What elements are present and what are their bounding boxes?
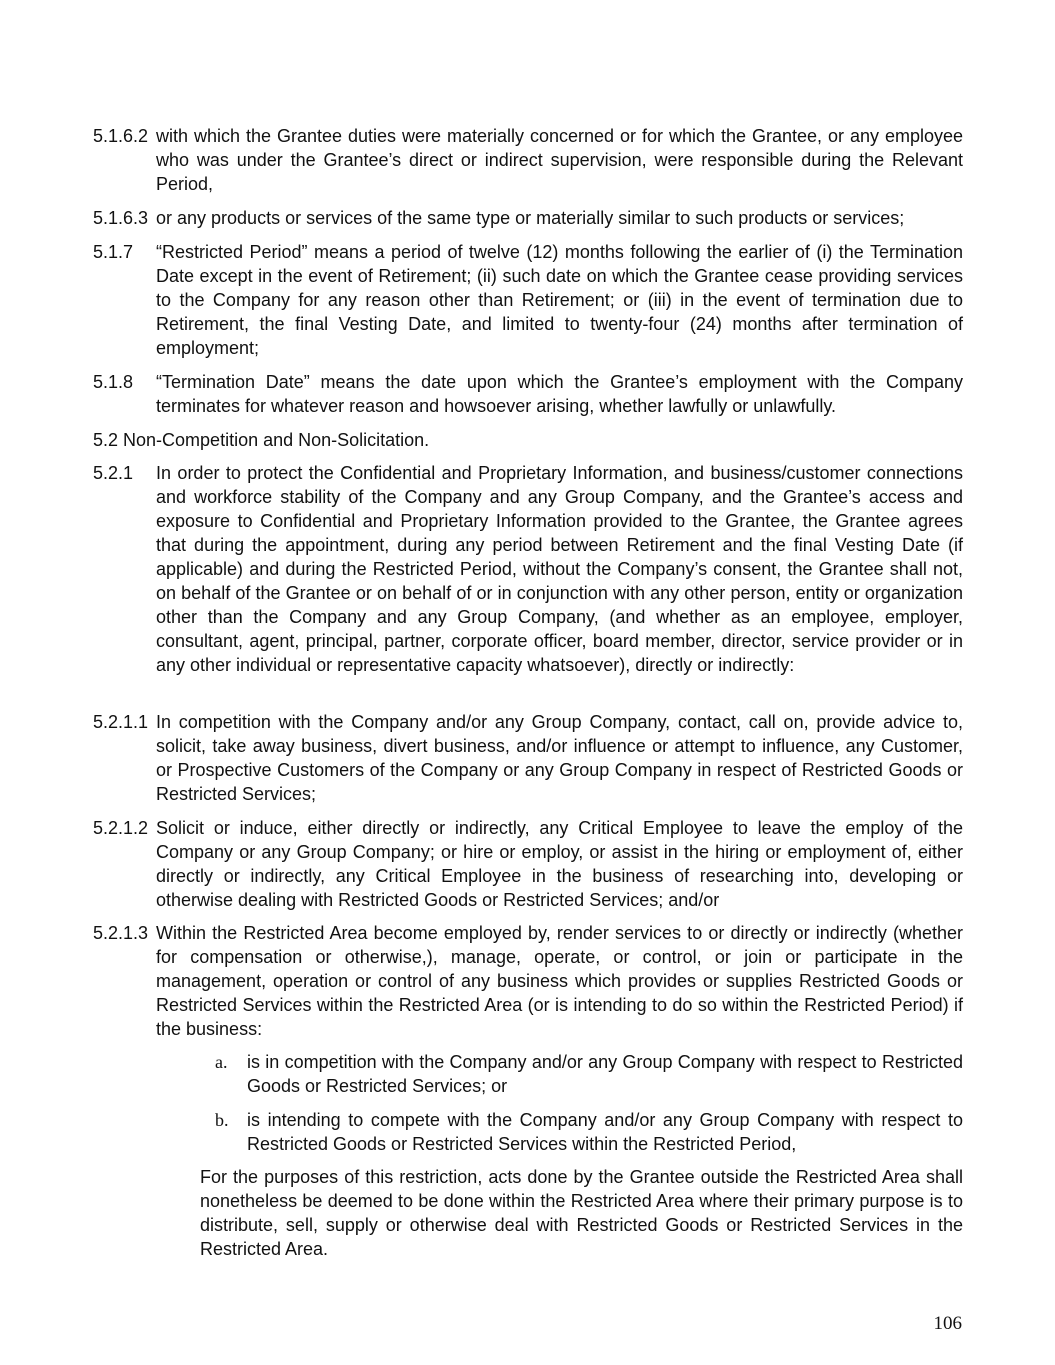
clause-number: 5.1.6.3 bbox=[93, 208, 149, 228]
clause-5-2-1-1 bbox=[93, 710, 963, 806]
clause-text: In competition with the Company and/or any Group Company, contact, call on, provide advice to, solicit, take away business, divert business, and/or influence or attempt to influence, any Customer, or Prospective Customers of the Company or any Group Company in respect of Restricted Goods or Restricted Services; bbox=[156, 712, 963, 804]
clause-number: 5.2.1 bbox=[93, 463, 134, 483]
closing-note: For the purposes of this restriction, acts done by the Grantee outside the Restricted Area shall nonetheless be deemed to be done within the Restricted Area where their primary purpose is to distribute, sell, supply or otherwise deal with Restricted Goods or Restricted Services in the Restricted Area. bbox=[200, 1167, 963, 1259]
clause-number: 5.2.1.1 bbox=[93, 712, 149, 732]
clause-5-2-1-2 bbox=[93, 816, 963, 912]
clause-number: 5.2.1.3 bbox=[93, 923, 149, 943]
clause-number: 5.2.1.2 bbox=[93, 818, 149, 838]
clause-text: “Restricted Period” means a period of twelve (12) months following the earlier of (i) the Termination Date except in the event of Retirement; (ii) such date on which the Grantee cease providing services to the Company for any reason other than Retirement; or (iii) in the event of termination due to Retirement, the final Vesting Date, and limited to twenty-four (24) months after termination of employment; bbox=[156, 242, 963, 358]
clause-text: or any products or services of the same type or materially similar to such products or services; bbox=[156, 208, 905, 228]
subitem-letter: b. bbox=[215, 1110, 229, 1130]
subitem-a bbox=[215, 1050, 963, 1098]
subitem-letter: a. bbox=[215, 1052, 228, 1072]
clause-text: Solicit or induce, either directly or indirectly, any Critical Employee to leave the employ of the Company or any Group Company; or hire or employ, or assist in the hiring or employment of, either directly or indirectly, any Critical Employee in the business of researching into, developing or otherwise dealing with Restricted Goods or Restricted Services; and/or bbox=[156, 818, 963, 910]
section-heading: 5.2 Non-Competition and Non-Solicitation. bbox=[93, 430, 430, 450]
subitem-b bbox=[215, 1108, 963, 1156]
page-number: 106 bbox=[933, 1313, 962, 1334]
clause-number: 5.1.7 bbox=[93, 242, 134, 262]
clause-5-2-1 bbox=[93, 461, 963, 677]
clause-text: with which the Grantee duties were materially concerned or for which the Grantee, or any employee who was under the Grantee’s direct or indirect supervision, were responsible during the Relevant Period, bbox=[156, 126, 963, 194]
clause-number: 5.1.6.2 bbox=[93, 126, 149, 146]
clause-5-1-7 bbox=[93, 240, 963, 360]
clause-5-1-6-2 bbox=[93, 124, 963, 196]
clause-5-2-1-3 bbox=[93, 921, 963, 1041]
clause-text: “Termination Date” means the date upon which the Grantee’s employment with the Company terminates for whatever reason and howsoever arising, whether lawfully or unlawfully. bbox=[156, 372, 963, 416]
clause-5-1-6-3 bbox=[93, 206, 963, 230]
subitem-text: is in competition with the Company and/or any Group Company with respect to Restricted Goods or Restricted Services; or bbox=[247, 1052, 963, 1096]
subitem-text: is intending to compete with the Company and/or any Group Company with respect to Restricted Goods or Restricted Services within the Restricted Period, bbox=[247, 1110, 963, 1154]
clause-text: In order to protect the Confidential and Proprietary Information, and business/customer connections and workforce stability of the Company and any Group Company, and the Grantee’s access and exposure to Confidential and Proprietary Information provided to the Grantee, the Grantee agrees that during the appointment, during any period between Retirement and the final Vesting Date (if applicable) and during the Restricted Period, without the Company’s consent, the Grantee shall not, on behalf of the Grantee or on behalf of or in conjunction with any other person, entity or organization other than the Company and any Group Company, (and whether as an employee, employer, consultant, agent, principal, partner, corporate officer, board member, director, service provider or in any other individual or representative capacity whatsoever), directly or indirectly: bbox=[156, 463, 963, 675]
clause-text: Within the Restricted Area become employed by, render services to or directly or indirectly (whether for compensation or otherwise,), manage, operate, or control, or join or participate in the management, operation or control of any business which provides or supplies Restricted Goods or Restricted Services within the Restricted Area (or is intending to do so within the Restricted Period) if the business: bbox=[156, 923, 963, 1039]
clause-5-1-8 bbox=[93, 370, 963, 418]
clause-number: 5.1.8 bbox=[93, 372, 134, 392]
